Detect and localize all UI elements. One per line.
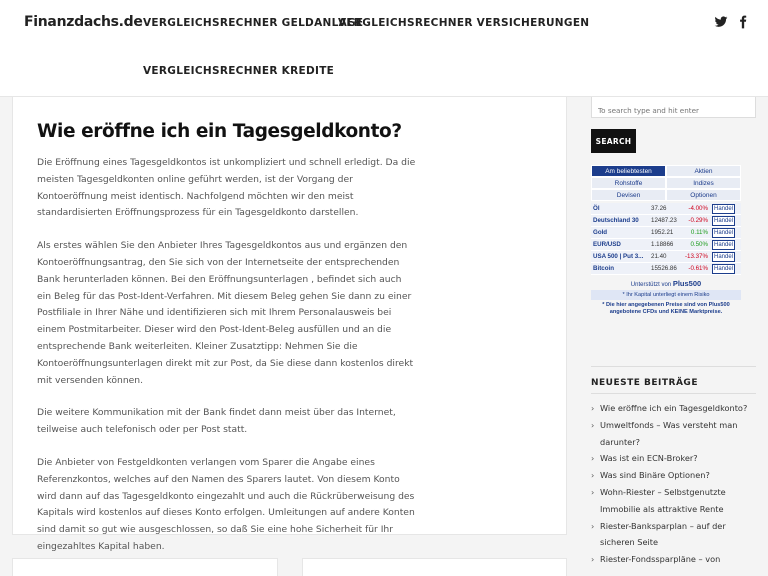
article-paragraph: Die Anbieter von Festgeldkonten verlangen vom Sparer die Angabe eines Referenzkontos, welches auf den Namen des Sparers lautet. Von diesem Konto wird dann auf das Tagesgeldkonto eingezahlt und auch die Rückrüberweisung des Kapitals wird kostenlos auf dieses Konto erfolgen. Umleitungen auf andere Konten sind damit so gut wie ausgeschlossen, so daß Sie eine hohe Sicherheit für Ihr eingezahltes Kapital haben. — [37, 456, 415, 552]
search-input[interactable] — [591, 97, 756, 118]
related-post-card[interactable] — [12, 558, 278, 576]
supported-by-label: Unterstützt von — [630, 282, 672, 288]
instrument-price: 12487.23 — [651, 217, 677, 224]
article-paragraph: Die Eröffnung eines Tagesgeldkontos ist unkompliziert und schnell erledigt. Da die meisten Tagesgeldkonten online geführt werden, ist der Vorgang der Kontoeröffnung meist identisch. Nachfolgend möchten wir den meist standardisierten Eröffnungsprozess für ein Tagesgeldkonto darstellen. — [37, 157, 416, 219]
instrument-change: 0.50% — [690, 241, 708, 248]
tab-devisen[interactable]: Devisen — [591, 189, 666, 201]
article-paragraph: Die weitere Kommunikation mit der Bank findet dann meist über das Internet, teilweise auch telefonisch oder per Post statt. — [37, 407, 396, 436]
trade-button[interactable]: Handel — [713, 218, 733, 224]
recent-post-link[interactable]: › Riester-Fondssparpläne – von — [591, 551, 756, 568]
instrument-change: 0.11% — [690, 229, 708, 236]
related-post-card[interactable] — [302, 558, 567, 576]
instrument-change: -4.00% — [688, 205, 708, 212]
trade-button[interactable]: Handel — [713, 242, 733, 248]
instrument-name[interactable]: Bitcoin — [593, 265, 614, 272]
instrument-price: 37.26 — [651, 205, 667, 212]
recent-posts-list — [591, 400, 756, 568]
instrument-name[interactable]: Gold — [593, 229, 608, 236]
article-card — [12, 90, 567, 552]
recent-post-link[interactable]: › Umweltfonds – Was versteht man darunter? — [591, 417, 756, 451]
article-body — [37, 155, 417, 572]
instrument-change: -0.29% — [688, 217, 708, 224]
search-button[interactable]: SEARCH — [591, 129, 636, 153]
plus500-logo[interactable]: Plus500 — [672, 279, 702, 288]
site-logo[interactable]: Finanzdachs.de — [24, 14, 143, 30]
instrument-name[interactable]: Deutschland 30 — [593, 217, 639, 224]
instrument-name[interactable]: EUR/USD — [593, 241, 621, 248]
market-row — [591, 263, 741, 275]
divider — [591, 366, 756, 367]
tab-rohstoffe[interactable]: Rohstoffe — [591, 177, 666, 189]
recent-post-link[interactable]: › Was ist ein ECN-Broker? — [591, 450, 756, 467]
recent-post-link[interactable]: › Wohn-Riester – Selbstgenutzte Immobilie als attraktive Rente — [591, 484, 756, 518]
instrument-change: -13.37% — [684, 253, 708, 260]
recent-post-link[interactable]: › Riester-Banksparplan – auf der sicheren Seite — [591, 518, 756, 552]
trade-button[interactable]: Handel — [713, 254, 733, 260]
divider — [591, 393, 756, 394]
facebook-icon[interactable] — [736, 15, 750, 29]
price-disclaimer: * Die hier angegebenen Preise sind von Plus500 angebotene CFDs und KEINE Marktpreise. — [602, 302, 730, 315]
market-row — [591, 215, 741, 227]
widget-tabs — [591, 165, 741, 201]
tab-beliebtesten[interactable]: Am beliebtesten — [591, 165, 666, 177]
nav-item-geldanlage[interactable]: VERGLEICHSRECHNER GELDANLAGE — [143, 17, 364, 29]
trade-button[interactable]: Handel — [713, 230, 733, 236]
market-widget — [591, 165, 741, 316]
instrument-name[interactable]: Öl — [593, 205, 600, 212]
tab-optionen[interactable]: Optionen — [666, 189, 741, 201]
twitter-icon[interactable] — [714, 15, 728, 29]
risk-note: * Ihr Kapital unterliegt einem Risiko — [591, 290, 741, 300]
trade-button[interactable]: Handel — [713, 206, 733, 212]
market-row — [591, 239, 741, 251]
instrument-change: -0.61% — [688, 265, 708, 272]
widget-footer — [591, 279, 741, 288]
nav-item-versicherungen[interactable]: VERGLEICHSRECHNER VERSICHERUNGEN — [338, 17, 590, 29]
trade-button[interactable]: Handel — [713, 266, 733, 272]
market-row — [591, 251, 741, 263]
instrument-price: 1.18866 — [651, 241, 674, 248]
nav-item-kredite[interactable]: VERGLEICHSRECHNER KREDITE — [143, 65, 335, 77]
article-paragraph: Als erstes wählen Sie den Anbieter Ihres Tagesgeldkontos aus und ergänzen den Kontoeröffnungsantrag, den Sie sich von der Internetseite der entsprechenden Bank herunterladen können. Bei den Eröffnungsunterlagen , befindet sich auch ein Beleg für das Post-Ident-Verfahren. Mit diesem Beleg gehen Sie dann zu einer Postfiliale in Ihrer Nähe und identifizieren sich mit Ihrem Personalausweis bei einem Postmitarbeiter. Dieser wird den Post-Ident-Beleg ausfüllen und an die entsprechende Bank weiterleiten. Kleiner Zusatztipp: Nehmen Sie die Kontoeröffnungsunterlagen direkt mit zur Post, da Sie diese dann kostenlos direkt mit versenden können. — [37, 240, 414, 386]
instrument-price: 15526.86 — [651, 265, 677, 272]
instrument-price: 1952.21 — [651, 229, 674, 236]
market-row — [591, 203, 741, 215]
recent-post-link[interactable]: › Wie eröffne ich ein Tagesgeldkonto? — [591, 400, 756, 417]
recent-posts-title: NEUESTE BEITRÄGE — [591, 378, 698, 388]
site-header — [0, 0, 768, 97]
recent-post-link[interactable]: › Was sind Binäre Optionen? — [591, 467, 756, 484]
article-title: Wie eröffne ich ein Tagesgeldkonto? — [37, 121, 402, 142]
market-row — [591, 227, 741, 239]
instrument-price: 21.40 — [651, 253, 667, 260]
instrument-name[interactable]: USA 500 | Put 3... — [593, 253, 644, 260]
tab-aktien[interactable]: Aktien — [666, 165, 741, 177]
tab-indizes[interactable]: Indizes — [666, 177, 741, 189]
